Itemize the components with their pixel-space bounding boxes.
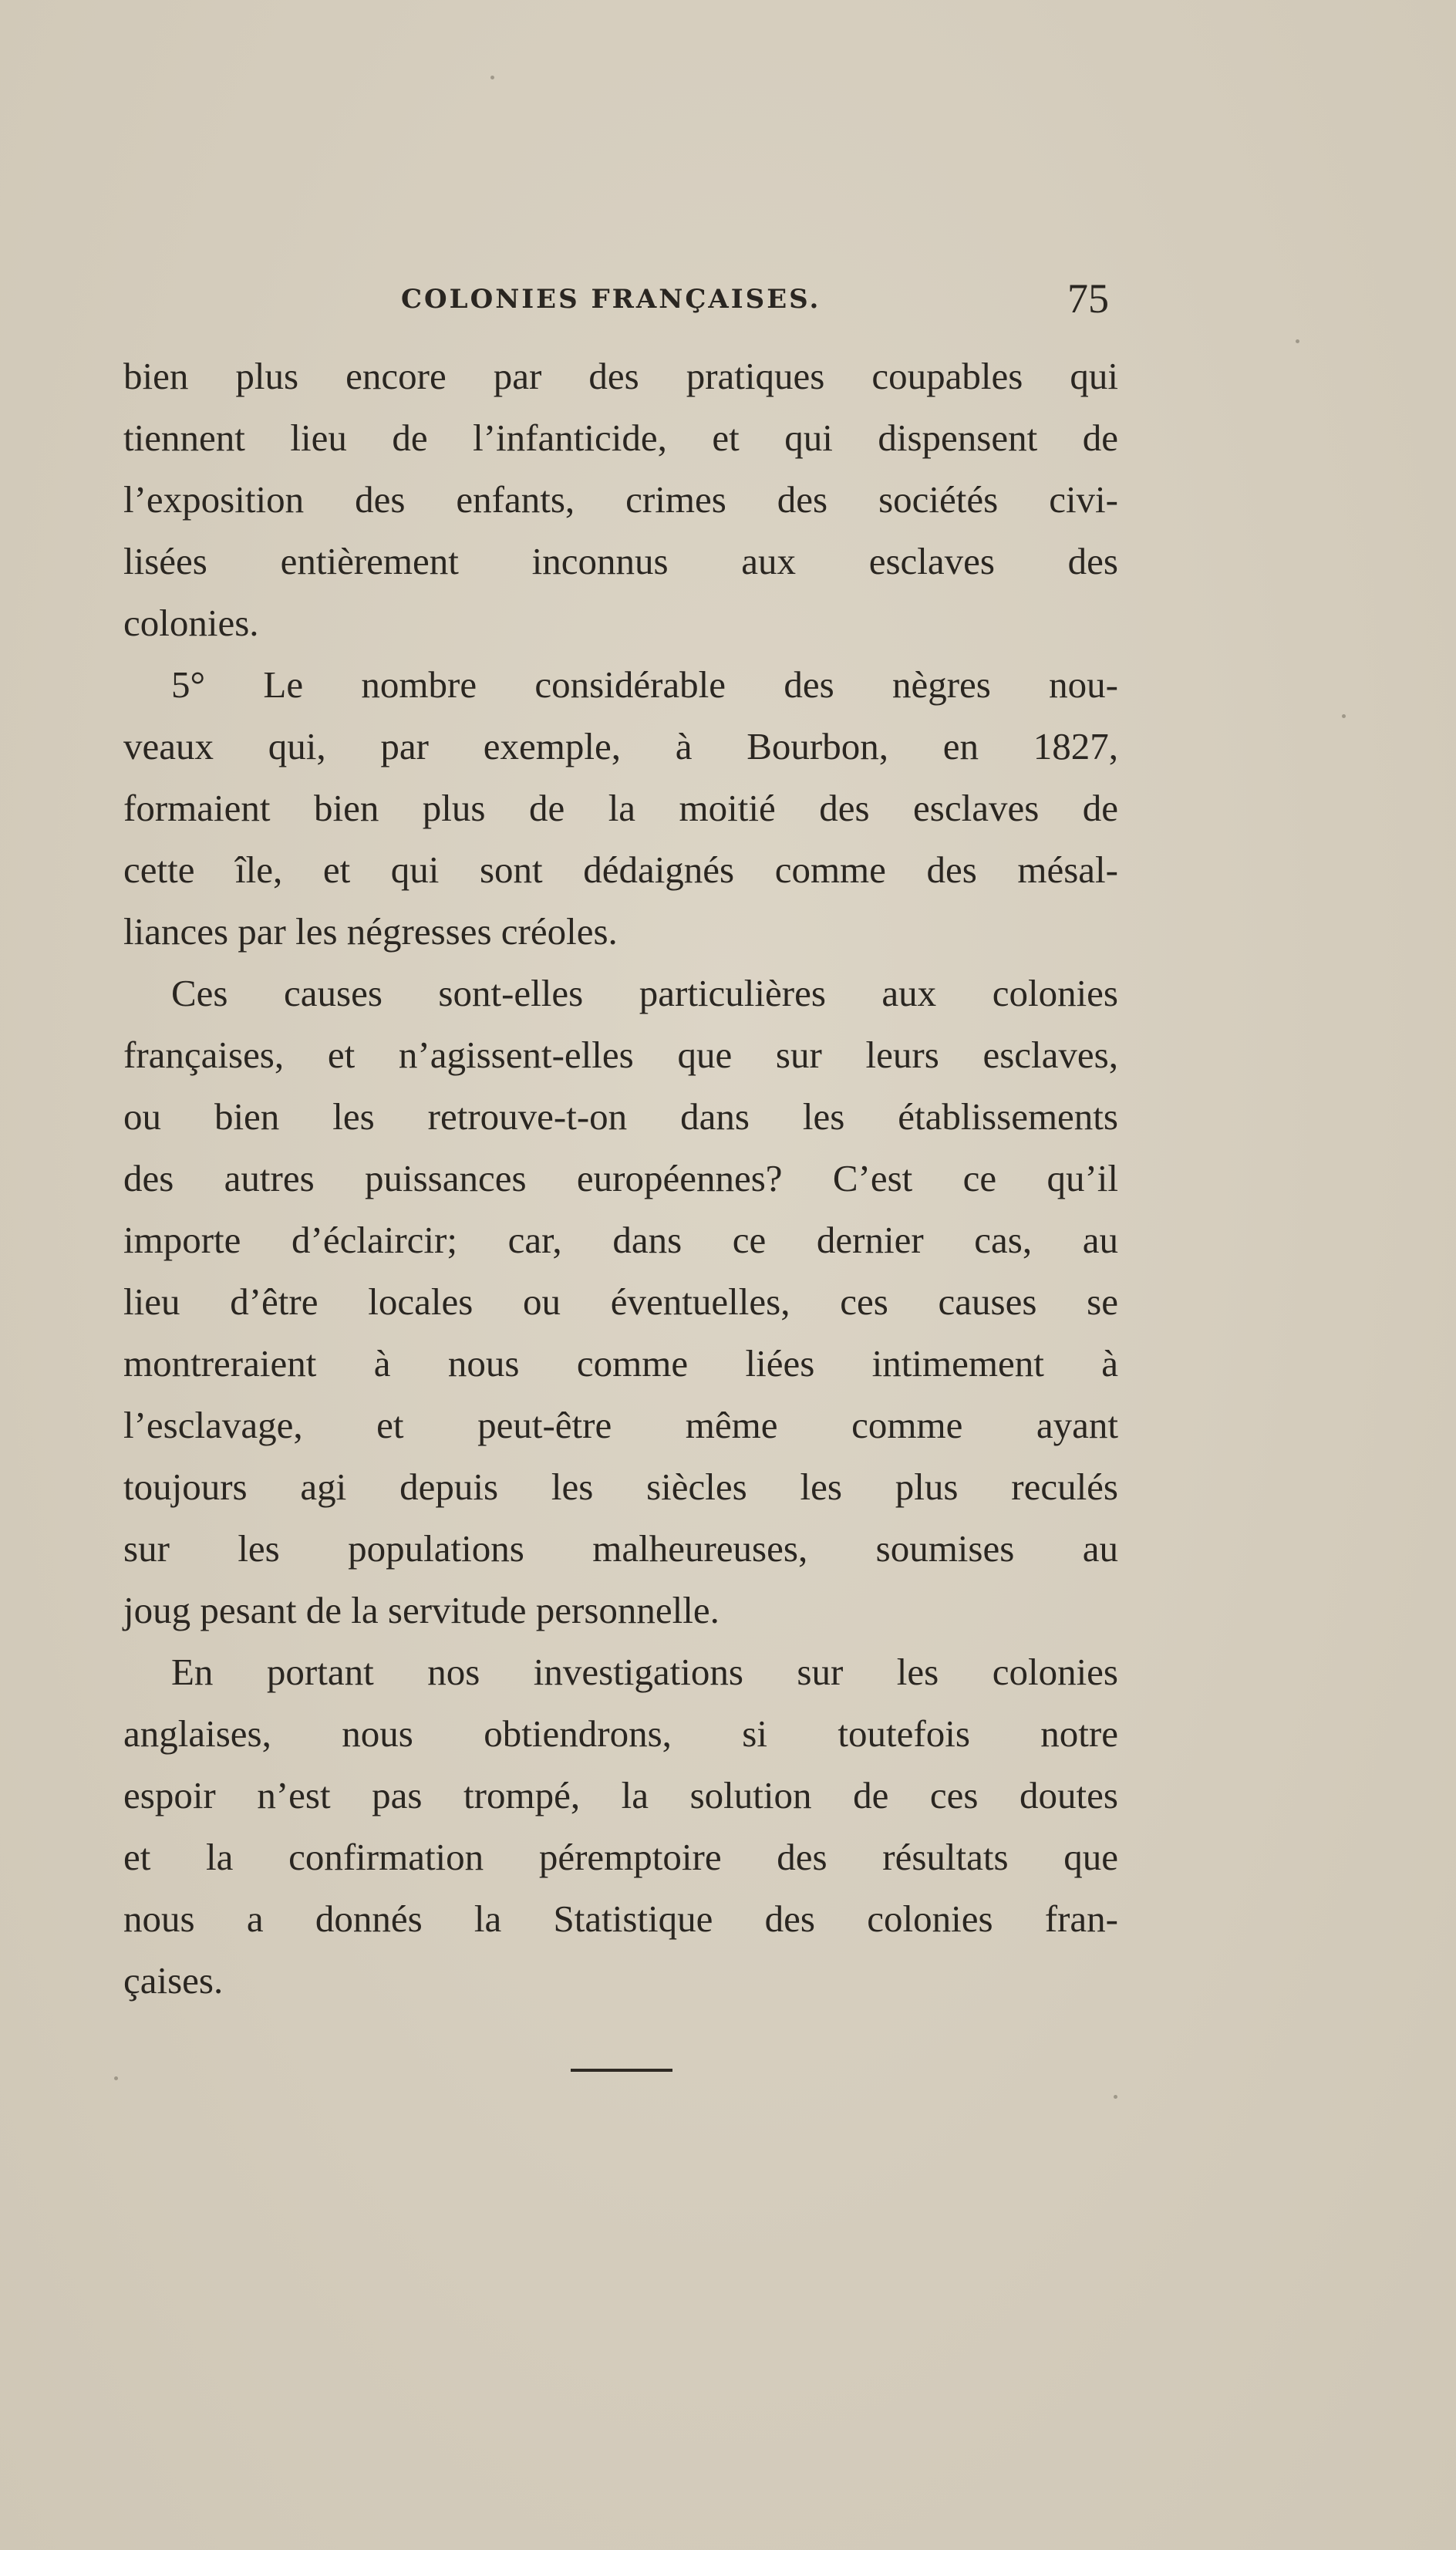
page-number: 75 [1067,275,1109,322]
text-line: anglaises, nous obtiendrons, si toutefois notre [123,1712,1118,1755]
paper-speck [114,2076,118,2080]
text-line: françaises, et n’agissent-elles que sur leurs esclaves, [123,1034,1118,1076]
text-line: bien plus encore par des pratiques coupables qui [123,355,1118,397]
text-line: nous a donnés la Statistique des colonies fran- [123,1897,1118,1940]
body-text [123,346,1118,2012]
text-line: sur les populations malheureuses, soumises au [123,1527,1118,1570]
text-line: lieu d’être locales ou éventuelles, ces causes se [123,1280,1118,1323]
text-line: joug pesant de la servitude personnelle. [123,1589,720,1631]
text-line: des autres puissances européennes? C’est ce qu’il [123,1157,1118,1199]
text-line: veaux qui, par exemple, à Bourbon, en 1827, [123,725,1118,767]
text-line: montreraient à nous comme liées intimement à [123,1342,1118,1385]
text-line: Ces causes sont-elles particulières aux colonies [171,972,1118,1014]
text-line: tiennent lieu de l’infanticide, et qui dispensent de [123,417,1118,459]
text-line: importe d’éclaircir; car, dans ce dernier cas, au [123,1219,1118,1261]
text-line: et la confirmation péremptoire des résultats que [123,1836,1118,1878]
paper-speck [490,76,494,79]
text-line: cette île, et qui sont dédaignés comme des mésal- [123,848,1118,891]
text-line: liances par les négresses créoles. [123,910,618,953]
text-line: çaises. [123,1959,224,2002]
text-line: ou bien les retrouve-t-on dans les établissements [123,1095,1118,1138]
paper-speck [1114,2095,1117,2099]
text-line: formaient bien plus de la moitié des esclaves de [123,787,1118,829]
text-line: 5° Le nombre considérable des nègres nou- [171,663,1118,706]
text-line: l’exposition des enfants, crimes des sociétés civi- [123,478,1118,521]
text-line: colonies. [123,602,259,644]
text-line: toujours agi depuis les siècles les plus reculés [123,1466,1118,1508]
text-line: En portant nos investigations sur les colonies [171,1651,1118,1693]
end-rule [571,2069,672,2072]
text-line: l’esclavage, et peut-être même comme ayant [123,1404,1118,1446]
text-line: espoir n’est pas trompé, la solution de ces doutes [123,1774,1118,1816]
running-head [123,275,1118,324]
running-title: COLONIES FRANÇAISES. [401,284,821,315]
paper-speck [1342,714,1346,718]
text-line: lisées entièrement inconnus aux esclaves des [123,540,1118,582]
paper-speck [1296,339,1299,343]
